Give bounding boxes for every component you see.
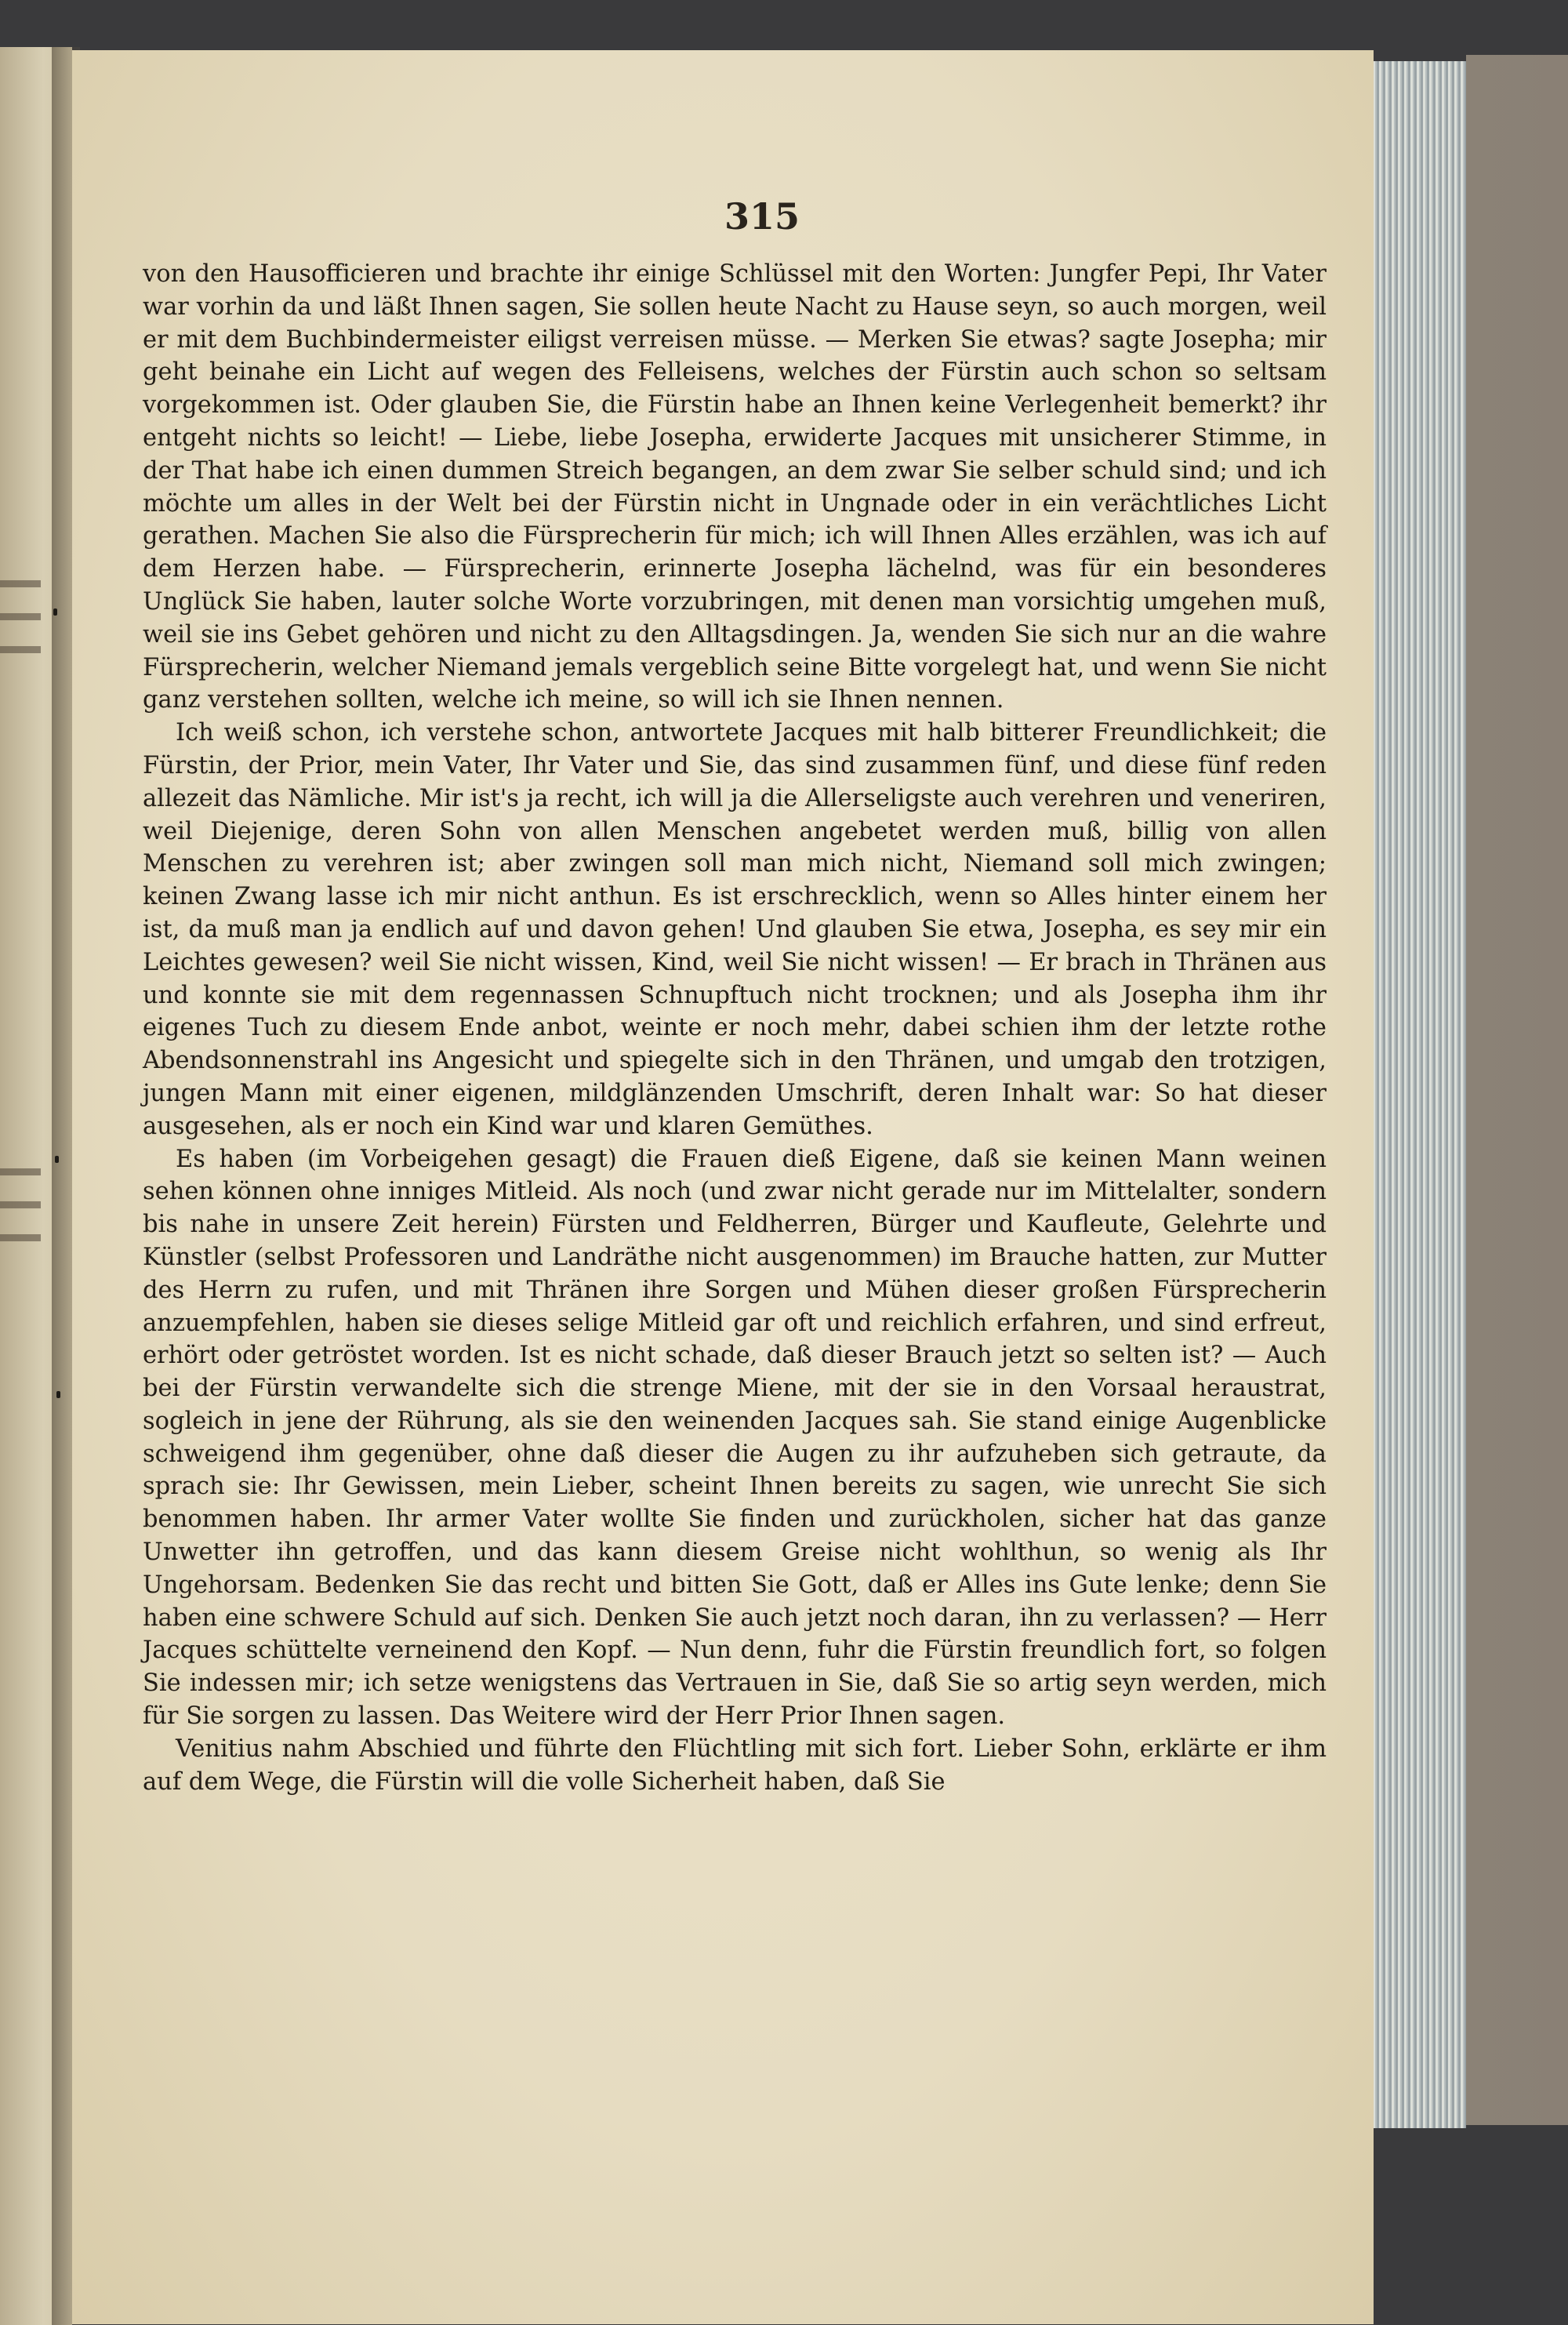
book-cover-board xyxy=(1466,55,1568,2125)
paragraph: Ich weiß schon, ich verstehe schon, antwortete Jacques mit halb bitterer Freundlichkeit; die Fürstin, der Prior, mein Vater, Ihr Vater und Sie, das sind zusammen fünf, und diese fünf reden allezeit das Nämliche. Mir ist's ja recht, ich will ja die Allerseligste auch verehren und veneriren, weil Diejenige, deren Sohn von allen Menschen angebetet werden muß, billig von allen Menschen zu verehren ist; aber zwingen soll man mich nicht, Niemand soll mich zwingen; keinen Zwang lasse ich mir nicht anthun. Es ist erschrecklich, wenn so Alles hinter einem her ist, da muß man ja endlich auf und davon gehen! Und glauben Sie etwa, Josepha, es sey mir ein Leichtes gewesen? weil Sie nicht wissen, Kind, weil Sie nicht wissen! — Er brach in Thränen aus und konnte sie mit dem regennassen Schnupftuch nicht trocknen; und als Josepha ihm ihr eigenes Tuch zu diesem Ende anbot, weinte er noch mehr, dabei schien ihm der letzte rothe Abendsonnenstrahl ins Angesicht und spiegelte sich in den Thränen, und umgab den trotzigen, jungen Mann mit einer eigenen, mildglänzenden Umschrift, deren Inhalt war: So hat dieser ausgesehen, als er noch ein Kind war und klaren Gemüthes. xyxy=(143,719,1327,1140)
paragraph: Venitius nahm Abschied und führte den Flüchtling mit sich fort. Lieber Sohn, erklärte er ihm auf dem Wege, die Fürstin will die volle Sicherheit haben, daß Sie xyxy=(143,1735,1327,1796)
ink-speck xyxy=(56,1391,60,1398)
page-body-text xyxy=(143,258,1327,1798)
paragraph: von den Hausofficieren und brachte ihr einige Schlüssel mit den Worten: Jungfer Pepi, Ihr Vater war vorhin da und läßt Ihnen sagen, Sie sollen heute Nacht zu Hause seyn, so auch morgen, weil er mit dem Buchbindermeister eiligst verreisen müsse. — Merken Sie etwas? sagte Josepha; mir geht beinahe ein Licht auf wegen des Felleisens, welches der Fürstin auch schon so seltsam vorgekommen ist. Oder glauben Sie, die Fürstin habe an Ihnen keine Verlegenheit bemerkt? ihr entgeht nichts so leicht! — Liebe, liebe Josepha, erwiderte Jacques mit unsicherer Stimme, in der That habe ich einen dummen Streich begangen, an dem zwar Sie selber schuld sind; und ich möchte um alles in der Welt bei der Fürstin nicht in Ungnade oder in ein verächtliches Licht gerathen. Machen Sie also die Fürsprecherin für mich; ich will Ihnen Alles erzählen, was ich auf dem Herzen habe. — Fürsprecherin, erinnerte Josepha lächelnd, was für ein besonderes Unglück Sie haben, lauter solche Worte vorzubringen, mit denen man vorsichtig umgehen muß, weil sie ins Gebet gehören und nicht zu den Alltagsdingen. Ja, wenden Sie sich nur an die wahre Fürsprecherin, welcher Niemand jemals vergeblich seine Bitte vorgelegt hat, und wenn Sie nicht ganz verstehen sollten, welche ich meine, so will ich sie Ihnen nennen. xyxy=(143,260,1327,714)
page-block-edges xyxy=(1370,61,1466,2128)
book-page xyxy=(72,50,1374,2324)
paragraph: Es haben (im Vorbeigehen gesagt) die Frauen dieß Eigene, daß sie keinen Mann weinen sehen können ohne inniges Mitleid. Als noch (und zwar nicht gerade nur im Mittelalter, sondern bis nahe in unsere Zeit herein) Fürsten und Feldherren, Bürger und Kaufleute, Gelehrte und Künstler (selbst Professoren und Landräthe nicht ausgenommen) im Brauche hatten, zur Mutter des Herrn zu rufen, und mit Thränen ihre Sorgen und Mühen dieser großen Fürsprecherin anzuempfehlen, haben sie dieses selige Mitleid gar oft und reichlich erfahren, und sind erfreut, erhört oder getröstet worden. Ist es nicht schade, daß dieser Brauch jetzt so selten ist? — Auch bei der Fürstin verwandelte sich die strenge Miene, mit der sie in den Vorsaal heraustrat, sogleich in jene der Rührung, als sie den weinenden Jacques sah. Sie stand einige Augenblicke schweigend ihm gegenüber, ohne daß dieser die Augen zu ihr aufzuheben sich getraute, da sprach sie: Ihr Gewissen, mein Lieber, scheint Ihnen bereits zu sagen, wie unrecht Sie sich benommen haben. Ihr armer Vater wollte Sie finden und zurückholen, sicher hat das ganze Unwetter ihn getroffen, und das kann diesem Greise nicht wohlthun, so wenig als Ihr Ungehorsam. Bedenken Sie das recht und bitten Sie Gott, daß er Alles ins Gute lenke; denn Sie haben eine schwere Schuld auf sich. Denken Sie auch jetzt noch daran, ihn zu verlassen? — Herr Jacques schüttelte verneinend den Kopf. — Nun denn, fuhr die Fürstin freundlich fort, so folgen Sie indessen mir; ich setze wenigstens das Vertrauen in Sie, daß Sie so artig seyn werden, mich für Sie sorgen zu lassen. Das Weitere wird der Herr Prior Ihnen sagen. xyxy=(143,1145,1327,1731)
ink-speck xyxy=(55,1156,59,1163)
page-number: 315 xyxy=(724,195,800,238)
ink-speck xyxy=(53,608,57,616)
